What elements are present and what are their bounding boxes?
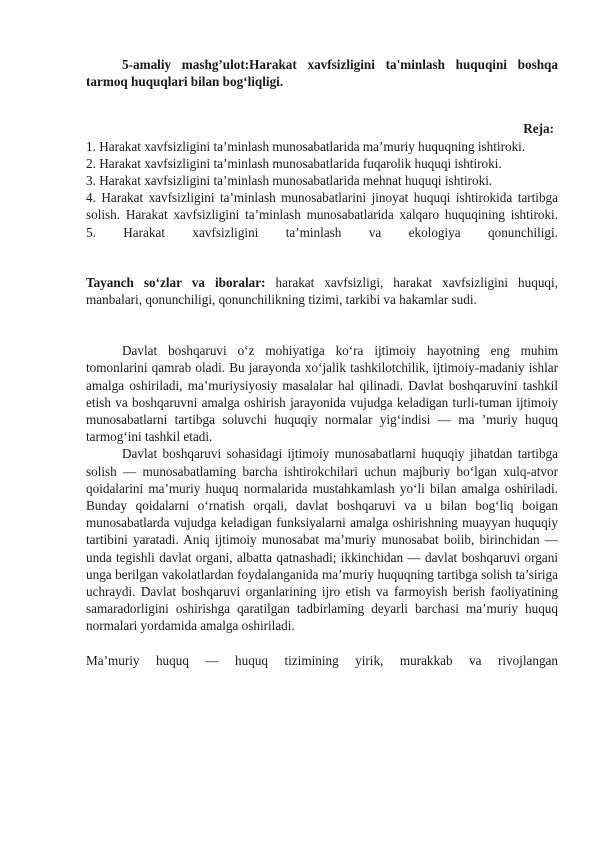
keywords-text: harakat xavfsizligi, harakat xavfsizligini huquqi, manbalari, qonunchiligi, qonunchilikning tizimi, tarkibi va hakamlar sudi. bbox=[86, 274, 558, 308]
keywords-paragraph bbox=[86, 274, 558, 308]
keywords-label: Tayanch so‘zlar va iboralar: bbox=[86, 274, 266, 290]
body-paragraph-3: Ma’muriy huquq — huquq tizimining yirik, murakkab va rivojlangan bbox=[86, 652, 558, 668]
document-page bbox=[86, 56, 558, 669]
body-paragraph-2: Davlat boshqaruvi sohasidagi ijtimoiy munosabatlarni huquqiy jihatdan tartibga solish — munosabatlaming barcha ishtirokchilari uchun majburiy bo‘lgan xulq-atvor qoidalarini ma’muriy huquq normalarida mustahkamlash yo‘li bilan amalga oshiriladi. Bunday qoidalarni o‘rnatish orqali, davlat boshqaruvi va u bilan bog‘liq boigan munosabatlarda vujudga keladigan funksiyalarni amalga oshirishning muayyan huquqiy tartibini yaratadi. Aniq ijtimoiy munosabat ma’muriy munosabat boiib, birinchidan — unda tegishli davlat organi, albatta qatnashadi; ikkinchidan — davlat boshqaruvi organi unga berilgan vakolatlardan foydalanganida ma’muriy huquqning tartibga solish ta’siriga uchraydi. Davlat boshqaruvi organlarining ijro etish va farmoyish berish faoliyatining samaradorligini oshirishga qaratilgan tadbirlaming deyarli barchasi ma’muriy huquq normalari yordamida amalga oshiriladi. bbox=[86, 446, 558, 634]
body-paragraph-1: Davlat boshqaruvi o‘z mohiyatiga ko‘ra ijtimoiy hayotning eng muhim tomonlarini qamrab oladi. Bu jarayonda xo‘jalik tashkilotchilik, ijtimoiy-madaniy ishlar amalga oshiriladi, ma’muriysiyosiy masalalar hal qilinadi. Davlat boshqaruvini tashkil etish va boshqaruvni amalga oshirish jarayonida vujudga keladigan turli-tuman ijtimoiy munosabatlarni tartibga soluvchi huquqiy normalar yig‘indisi — ma ’muriy huquq tarmog‘ini tashkil etadi. bbox=[86, 343, 558, 445]
plan-item-2: 2. Harakat xavfsizligini ta’minlash munosabatlarida fuqarolik huquqi ishtiroki. bbox=[86, 155, 502, 171]
plan-item-5: 5. Harakat xavfsizligini ta’minlash va ekologiya qonunchiligi. bbox=[86, 224, 558, 240]
plan-item-3: 3. Harakat xavfsizligini ta’minlash munosabatlarida mehnat huquqi ishtiroki. bbox=[86, 173, 493, 189]
plan-heading: Reja: bbox=[523, 121, 554, 137]
plan-item-1: 1. Harakat xavfsizligini ta’minlash munosabatlarida ma’muriy huquqning ishtiroki. bbox=[86, 138, 526, 154]
plan-item-4: 4. Harakat xavfsizligini ta’minlash munosabatlarini jinoyat huquqi ishtirokida tartibga solish. Harakat xavfsizligini ta’minlash munosabatlarida xalqaro huquqining ishtiroki. bbox=[86, 190, 558, 223]
document-title: 5-amaliy mashg’ulot:Harakat xavfsizligini ta'minlash huquqini boshqa tarmoq huquqlari bilan bog‘liqligi. bbox=[86, 57, 558, 90]
